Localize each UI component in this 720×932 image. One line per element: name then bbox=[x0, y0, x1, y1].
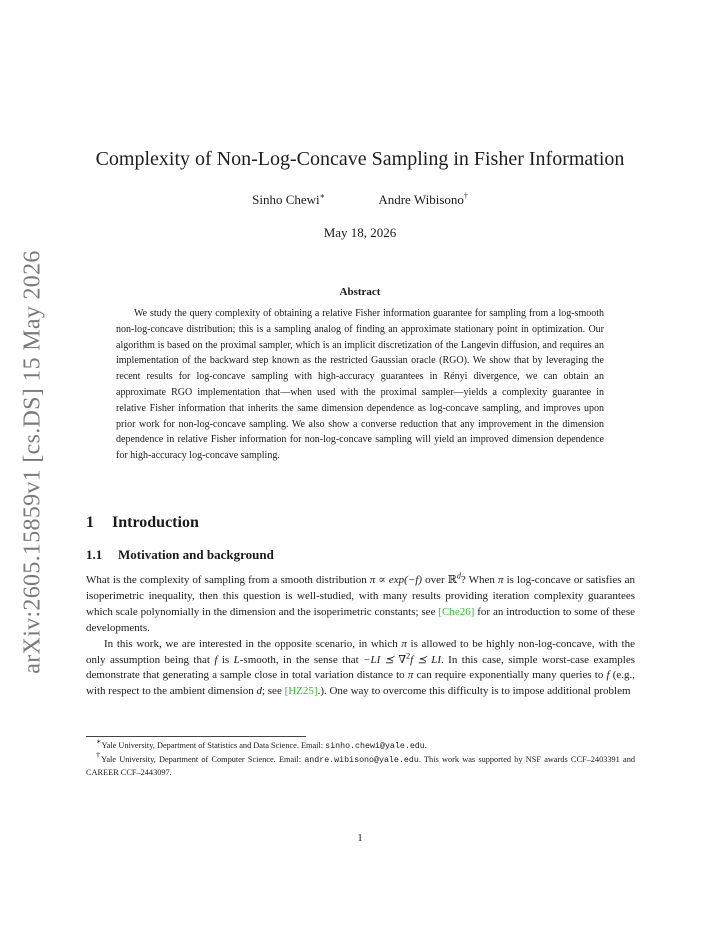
paper-title: Complexity of Non-Log-Concave Sampling in Fisher Information bbox=[95, 148, 625, 170]
subsection-number: 1.1 bbox=[86, 547, 103, 562]
math: f ⪯ LI bbox=[410, 653, 441, 666]
math: π bbox=[498, 574, 504, 586]
math: d bbox=[256, 685, 262, 698]
paper-date: May 18, 2026 bbox=[323, 225, 397, 240]
footnote-rule bbox=[86, 736, 306, 737]
author-name: Sinho Chewi bbox=[252, 192, 320, 207]
math: ℝ bbox=[447, 574, 457, 586]
footnote-2: †Yale University, Department of Computer Science. Email: andre.wibisono@yale.edu. This work was supported by NSF awards CCF–2403391 and CAREER CCF–2443097. bbox=[86, 750, 636, 777]
section-title: Introduction bbox=[112, 514, 199, 531]
author-list bbox=[0, 192, 720, 208]
paragraph-1: What is the complexity of sampling from a smooth distribution π ∝ exp(−f) over ℝ$^d$? When π is log-concave or satisfies an isoperimetric inequality, then this question is well-studied, with many results providing iteration complexity guarantees which scale polynomially in the dimension and the isoperimetric constants; see [Che26] for an introduction to some of these developments. bbox=[86, 571, 636, 634]
author-name: Andre Wibisono bbox=[378, 192, 464, 207]
math: L bbox=[233, 653, 240, 666]
subsection-heading bbox=[86, 547, 274, 563]
math: f bbox=[606, 669, 610, 682]
math: π ∝ exp(−f) bbox=[369, 574, 422, 586]
math: −LI ⪯ ∇ bbox=[363, 653, 407, 666]
paragraph-2: In this work, we are interested in the opposite scenario, in which π is allowed to be highly non-log-concave, with the only assumption being that f is L-smooth, in the sense that −LI ⪯ ∇$^2$f ⪯ LI. In this case, simple worst-case examples demonstrate that generating a sample close in total variation distance to π can require exponentially many queries to f (e.g., with respect to the ambient dimension d; see [HZ25].). One way to overcome this difficulty is to impose additional problem bbox=[86, 637, 636, 698]
abstract-text: We study the query complexity of obtaining a relative Fisher information guarantee for sampling from a log-smooth non-log-concave distribution; this is a sampling analog of finding an approximate stationary point in optimization. Our algorithm is based on the proximal sampler, which is an implicit discretization of the Langevin diffusion, and requires an implementation of the backward step known as the restricted Gaussian oracle (RGO). We show that by leveraging the recent results for log-concave sampling with high-accuracy guarantees in Rényi divergence, we can obtain an approximate RGO implementation that—when used with the proximal sampler—yields a complexity guarantee in relative Fisher information that inherits the same dimension dependence as log-concave sampling, and improves upon prior work for non-log-concave sampling. We also show a converse reduction that any improvement in the dimension dependence in relative Fisher information for non-log-concave sampling will yield an improved dimension dependence for high-accuracy log-concave sampling. bbox=[116, 308, 604, 462]
subsection-title: Motivation and background bbox=[118, 547, 274, 562]
math: f bbox=[214, 653, 218, 666]
author-mark: † bbox=[463, 191, 468, 201]
author-2 bbox=[378, 192, 468, 208]
abstract-heading: Abstract bbox=[339, 286, 381, 298]
section-heading bbox=[86, 514, 199, 532]
math: π bbox=[407, 669, 414, 682]
section-number: 1 bbox=[86, 514, 94, 531]
email-address: sinho.chewi@yale.edu bbox=[325, 742, 425, 751]
arxiv-identifier: arXiv:2605.15859v1 [cs.DS] 15 May 2026 bbox=[19, 250, 46, 674]
author-1 bbox=[252, 192, 325, 208]
footnotes bbox=[86, 737, 636, 780]
math: π bbox=[401, 637, 407, 650]
email-address: andre.wibisono@yale.edu bbox=[304, 755, 419, 765]
footnote-1: ∗Yale University, Department of Statistics and Data Science. Email: sinho.chewi@yale.edu. bbox=[96, 737, 427, 751]
author-mark: ∗ bbox=[319, 191, 326, 201]
citation-link[interactable]: [Che26] bbox=[438, 605, 475, 618]
body-text bbox=[86, 573, 635, 700]
page-number: 1 bbox=[357, 832, 363, 844]
citation-link[interactable]: [HZ25] bbox=[284, 685, 318, 698]
